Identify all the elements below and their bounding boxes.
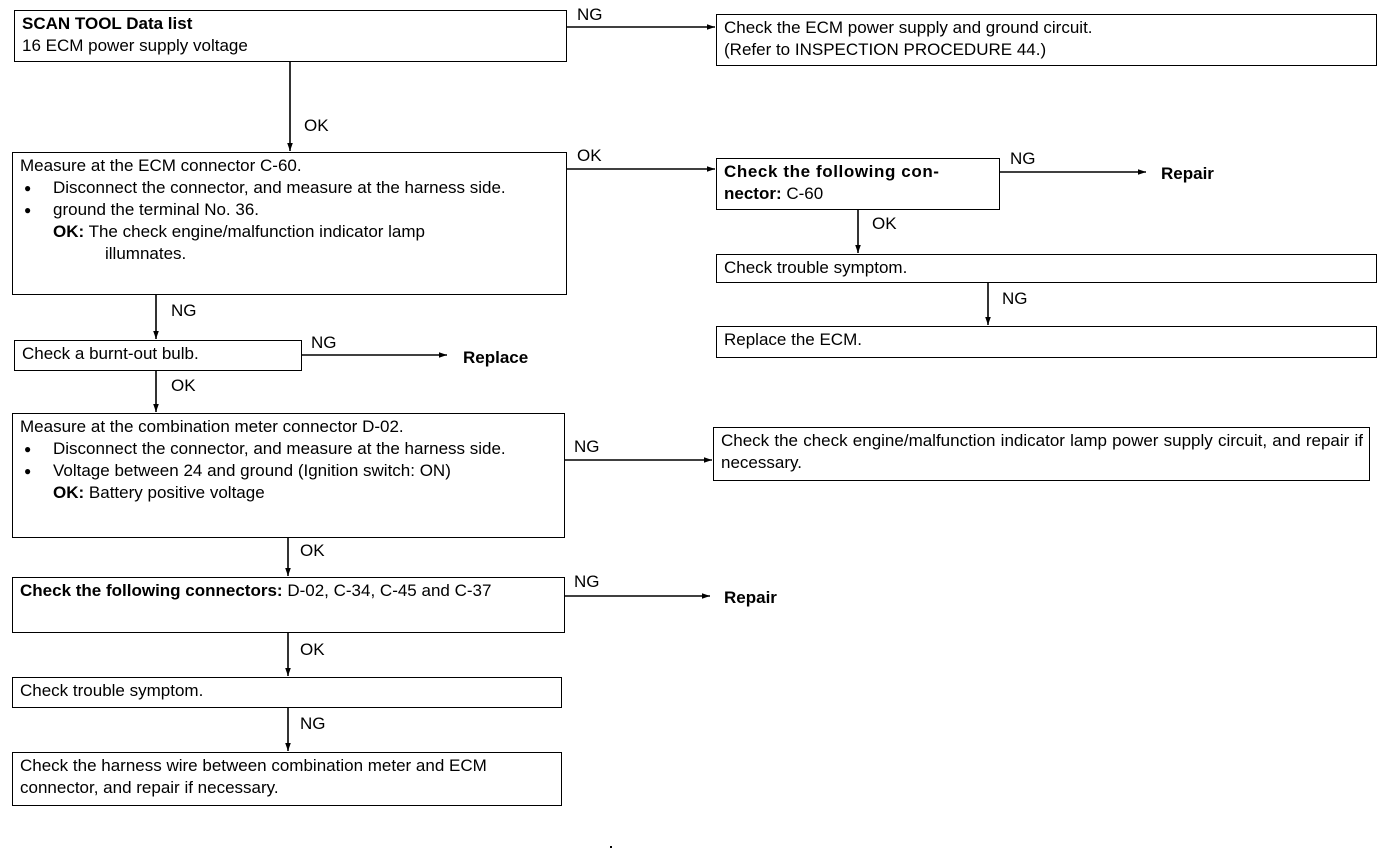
check-lamp-circuit-text: Check the check engine/malfunction indicator lamp power supply circuit, and repair if necessary. bbox=[721, 431, 1363, 472]
check-lamp-circuit-box bbox=[713, 427, 1370, 481]
scan-tool-text: 16 ECM power supply voltage bbox=[22, 36, 248, 55]
stray-dot bbox=[610, 846, 612, 848]
check-connectors-bold: Check the following connectors: bbox=[20, 581, 283, 600]
check-connectors-box bbox=[12, 577, 565, 633]
check-harness-text: Check the harness wire between combination meter and ECM connector, and repair if necessary. bbox=[20, 756, 487, 797]
check-power-supply-box bbox=[716, 14, 1377, 66]
measure-d02-title: Measure at the combination meter connector D-02. bbox=[20, 417, 404, 436]
label-ng-scan: NG bbox=[577, 5, 603, 24]
result-replace: Replace bbox=[463, 348, 529, 367]
result-repair-top: Repair bbox=[1161, 164, 1214, 183]
replace-ecm-box bbox=[716, 326, 1377, 358]
check-trouble-right-box bbox=[716, 254, 1377, 283]
measure-d02-bullet-1: ● Disconnect the connector, and measure at the harness side. bbox=[20, 438, 558, 460]
measure-d02-ok-text: Battery positive voltage bbox=[88, 483, 265, 502]
scan-tool-title: SCAN TOOL Data list bbox=[22, 14, 193, 33]
check-bulb-text: Check a burnt-out bulb. bbox=[22, 344, 199, 363]
measure-c60-ok-text: The check engine/malfunction indicator lamp bbox=[88, 222, 425, 241]
label-ok-d02: OK bbox=[300, 541, 325, 560]
connector-c60-bold: Check the following con- bbox=[724, 162, 940, 181]
measure-c60-ok bbox=[20, 221, 560, 265]
measure-c60-bullet-1: ● Disconnect the connector, and measure at the harness side. bbox=[20, 177, 560, 199]
label-ng-c60: NG bbox=[171, 301, 197, 320]
measure-d02-ok-label: OK: bbox=[53, 483, 85, 502]
label-ok-connectors: OK bbox=[300, 640, 325, 659]
check-harness-box bbox=[12, 752, 562, 806]
measure-c60-title: Measure at the ECM connector C-60. bbox=[20, 156, 302, 175]
result-repair-bottom: Repair bbox=[724, 588, 777, 607]
label-ok-c60: OK bbox=[577, 146, 602, 165]
measure-d02-box bbox=[12, 413, 565, 538]
measure-c60-ok-text2: illumnates. bbox=[105, 244, 187, 263]
label-ng-d02: NG bbox=[574, 437, 600, 456]
label-ng-trouble-right: NG bbox=[1002, 289, 1028, 308]
label-ok-connector: OK bbox=[872, 214, 897, 233]
check-trouble-right-text: Check trouble symptom. bbox=[724, 258, 908, 277]
power-supply-line1: Check the ECM power supply and ground circuit. bbox=[724, 18, 1093, 37]
measure-c60-box bbox=[12, 152, 567, 295]
connector-c60-bold2: nector: bbox=[724, 184, 782, 203]
check-connector-c60-box bbox=[716, 158, 1000, 210]
measure-d02-ok bbox=[20, 482, 558, 504]
label-ng-trouble-left: NG bbox=[300, 714, 326, 733]
check-trouble-left-text: Check trouble symptom. bbox=[20, 681, 204, 700]
label-ng-connectors: NG bbox=[574, 572, 600, 591]
check-trouble-left-box bbox=[12, 677, 562, 708]
label-ok-scan: OK bbox=[304, 116, 329, 135]
label-ng-connector: NG bbox=[1010, 149, 1036, 168]
check-connectors-text: D-02, C-34, C-45 and C-37 bbox=[287, 581, 492, 600]
label-ng-bulb: NG bbox=[311, 333, 337, 352]
label-ok-bulb: OK bbox=[171, 376, 196, 395]
scan-tool-box bbox=[14, 10, 567, 62]
replace-ecm-text: Replace the ECM. bbox=[724, 330, 862, 349]
check-connectors-line bbox=[20, 580, 558, 602]
check-bulb-box bbox=[14, 340, 302, 371]
connector-c60-text: C-60 bbox=[786, 184, 824, 203]
measure-c60-ok-label: OK: bbox=[53, 222, 85, 241]
measure-c60-bullet-2: ● ground the terminal No. 36. bbox=[20, 199, 560, 221]
power-supply-line2: (Refer to INSPECTION PROCEDURE 44.) bbox=[724, 40, 1047, 59]
measure-d02-bullet-2: ● Voltage between 24 and ground (Ignition switch: ON) bbox=[20, 460, 558, 482]
